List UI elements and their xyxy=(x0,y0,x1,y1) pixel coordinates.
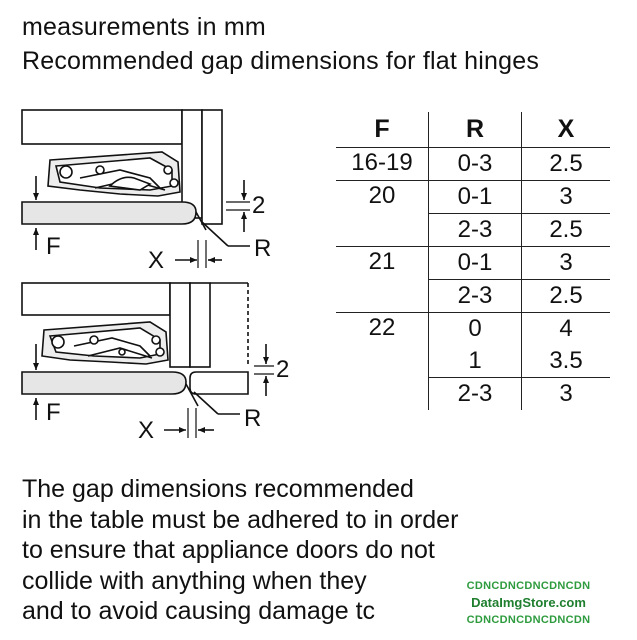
cell-r: 2-3 xyxy=(429,280,522,313)
paragraph-line: The gap dimensions recommended xyxy=(22,475,414,503)
watermark-site: DataImgStore.com xyxy=(471,595,586,610)
cell-r: 2-3 xyxy=(429,378,522,411)
label-x-top: X xyxy=(148,247,165,274)
cell-r: 0-1 xyxy=(429,247,522,280)
cell-f: 16-19 xyxy=(336,148,429,181)
cell-x: 3 xyxy=(522,378,611,411)
table-row xyxy=(336,148,610,181)
label-gap-bottom: 2 xyxy=(276,356,290,383)
header-f: F xyxy=(336,112,429,148)
cell-x: 4 xyxy=(522,313,611,346)
hinge-mechanism xyxy=(48,152,180,196)
paragraph-line: and to avoid causing damage tc xyxy=(22,597,376,625)
cell-f: 21 xyxy=(336,247,429,313)
cell-f: 22 xyxy=(336,313,429,411)
door-edge xyxy=(202,110,222,224)
label-f-bottom: F xyxy=(46,399,61,426)
header-x: X xyxy=(522,112,611,148)
cell-x: 2.5 xyxy=(522,280,611,313)
gap-dimensions-table xyxy=(336,112,610,410)
cell-x: 3 xyxy=(522,181,611,214)
cell-x: 3 xyxy=(522,247,611,280)
hinge-mechanism xyxy=(42,322,168,364)
label-gap-top: 2 xyxy=(252,192,266,219)
instruction-paragraph xyxy=(22,474,458,627)
table-row xyxy=(336,313,610,346)
cell-x: 3.5 xyxy=(549,347,583,374)
table-row xyxy=(336,247,610,280)
door-edge xyxy=(190,283,210,367)
paragraph-line: collide with anything when they xyxy=(22,566,367,595)
table-header-row xyxy=(336,112,610,148)
label-f-top: F xyxy=(46,233,61,260)
hinge-diagrams xyxy=(0,100,330,440)
cell-f: 20 xyxy=(336,181,429,247)
table-row xyxy=(336,181,610,214)
cabinet-panel xyxy=(22,283,170,315)
cell-x: 2.5 xyxy=(549,150,583,177)
watermark xyxy=(420,566,637,640)
paragraph-line: in the table must be adhered to in order xyxy=(22,505,459,534)
heading-recommended-gap: Recommended gap dimensions for flat hinges xyxy=(22,47,540,75)
heading-measurements: measurements in mm xyxy=(22,13,266,41)
header-r: R xyxy=(429,112,522,148)
label-r-top: R xyxy=(254,235,272,262)
cabinet-panel xyxy=(22,110,182,144)
cell-r: 2-3 xyxy=(429,214,522,247)
watermark-line: CDNCDNCDNCDNCDN xyxy=(466,614,591,626)
door-panel xyxy=(22,202,196,224)
label-x-bottom: X xyxy=(138,417,155,440)
cell-r: 0 xyxy=(429,313,522,346)
side-wall xyxy=(170,283,190,367)
cell-x: 2.5 xyxy=(522,214,611,247)
paragraph-line: to ensure that appliance doors do not xyxy=(22,536,435,564)
label-r-bottom: R xyxy=(244,405,262,432)
adjacent-panel xyxy=(190,372,248,394)
cell-r: 0-1 xyxy=(429,181,522,214)
cell-r: 0-3 xyxy=(429,148,522,181)
watermark-line: CDNCDNCDNCDNCDN xyxy=(466,580,591,592)
cell-r: 1 xyxy=(429,345,522,378)
door-panel xyxy=(22,372,186,394)
